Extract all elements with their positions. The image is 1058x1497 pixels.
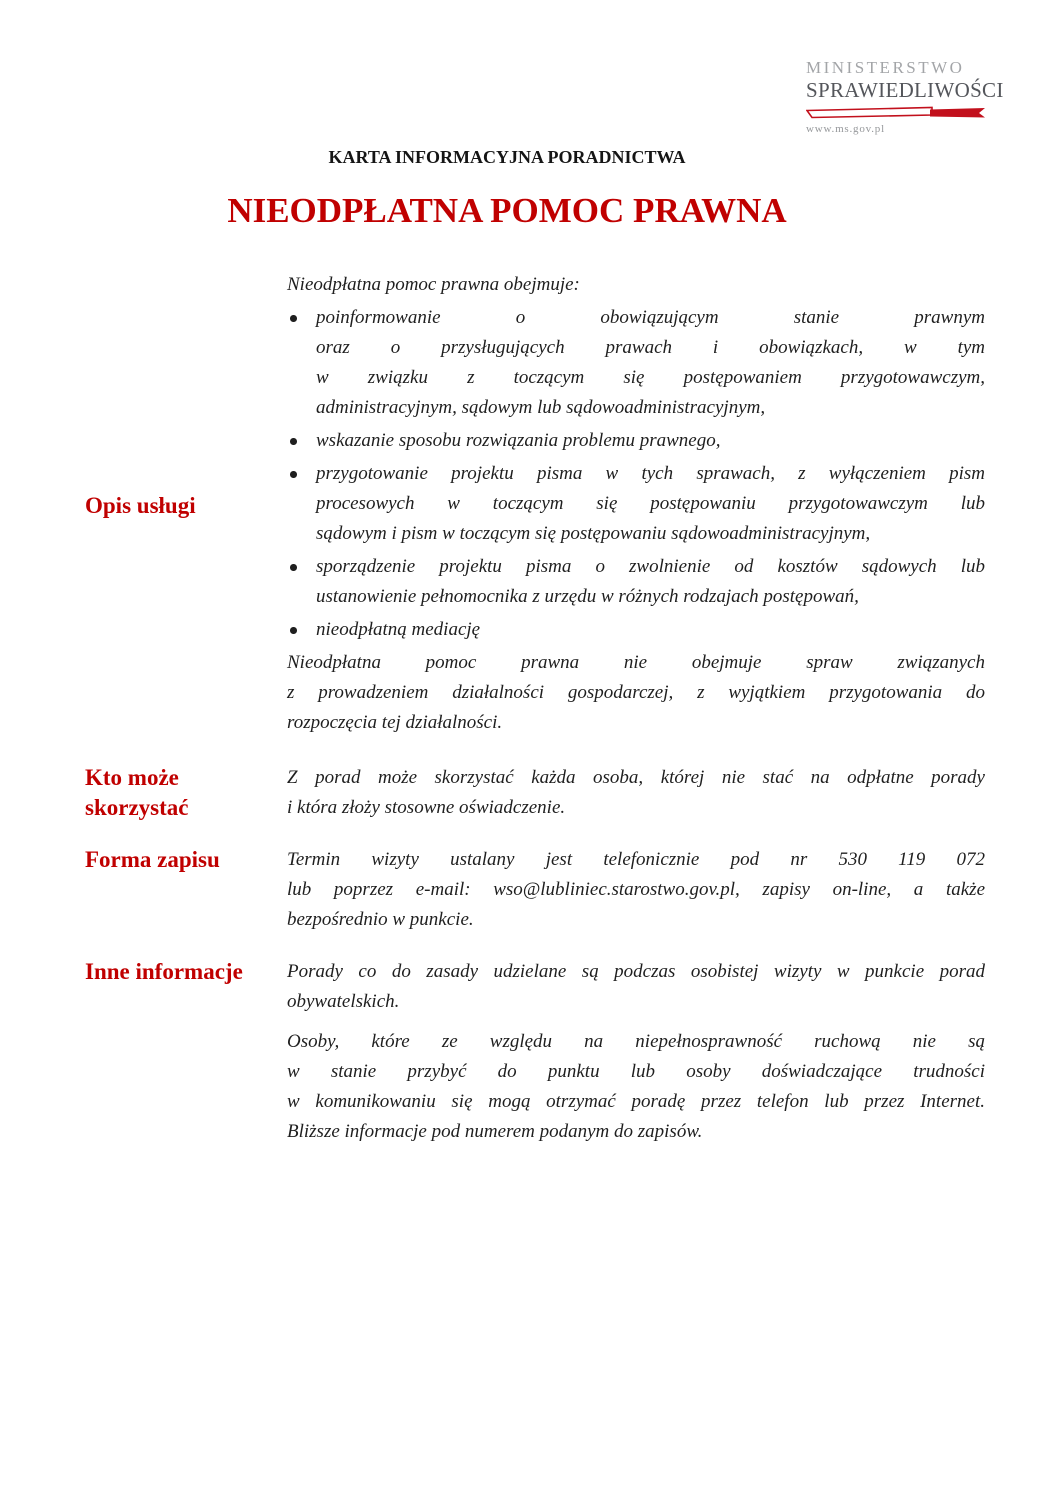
ministry-logo: [806, 57, 1004, 135]
section-label-forma-zapisu: Forma zapisu: [85, 847, 220, 872]
page-title: NIEODPŁATNA POMOC PRAWNA: [227, 191, 787, 230]
section-opis-uslugi: [0, 270, 1058, 741]
text-line: oraz o przysługujących prawach i obowiązkach, w tym: [316, 337, 985, 358]
text-line: procesowych w toczącym się postępowaniu przygotowawczym lub: [316, 493, 985, 514]
text-line: w związku z toczącym się postępowaniem przygotowawczym,: [316, 367, 985, 388]
document-kicker: KARTA INFORMACYJNA PORADNICTWA: [328, 147, 686, 167]
list-item: [287, 552, 985, 612]
section-body-kto-moze: [287, 763, 985, 823]
text-line: Porady co do zasady udzielane są podczas osobistej wizyty w punkcie porad: [287, 961, 985, 982]
text-line: Nieodpłatna pomoc prawna nie obejmuje spraw związanych: [287, 652, 985, 673]
text-line: rozpoczęcia tej działalności.: [287, 712, 503, 733]
section-kto-moze-skorzystac: [0, 763, 1058, 823]
text-line: Termin wizyty ustalany jest telefonicznie pod nr 530 119 072: [287, 849, 985, 870]
text-line: nieodpłatną mediację: [316, 619, 481, 640]
inne-paragraph-1: [287, 957, 985, 1017]
text-line: Osoby, które ze względu na niepełnosprawność ruchową nie są: [287, 1031, 985, 1052]
bullet-icon: [287, 303, 316, 423]
text-line: przygotowanie projektu pisma w tych sprawach, z wyłączeniem pism: [316, 463, 985, 484]
text-line: obywatelskich.: [287, 991, 400, 1012]
section-forma-zapisu: [0, 845, 1058, 935]
text-line: lub poprzez e-mail: wso@lubliniec.starostwo.gov.pl, zapisy on-line, a także: [287, 879, 985, 900]
bullet-icon: [287, 426, 316, 456]
ministry-ribbon-flag-icon: [806, 105, 986, 120]
label-line: Kto może: [85, 765, 179, 790]
bullet-icon: [287, 552, 316, 612]
section-label-cell: [85, 957, 287, 1147]
section-label-cell: [85, 763, 287, 823]
bullet-text: [316, 459, 985, 549]
list-item: [287, 426, 985, 456]
text-line: i która złoży stosowne oświadczenie.: [287, 797, 566, 818]
text-line: z prowadzeniem działalności gospodarczej, z wyjątkiem przygotowania do: [287, 682, 985, 703]
text-line: sądowym i pism w toczącym się postępowaniu sądowoadministracyjnym,: [316, 523, 871, 544]
bullet-text: [316, 303, 985, 423]
section-body-inne-informacje: [287, 957, 985, 1147]
section-label-cell: [85, 270, 287, 741]
text-line: poinformowanie o obowiązującym stanie prawnym: [316, 307, 985, 328]
ministry-url: www.ms.gov.pl: [806, 123, 885, 135]
text-line: ustanowienie pełnomocnika z urzędu w różnych rodzajach postępowań,: [316, 586, 859, 607]
opis-intro: Nieodpłatna pomoc prawna obejmuje:: [287, 274, 580, 295]
section-label-cell: [85, 845, 287, 935]
list-item: [287, 459, 985, 549]
bullet-text: [316, 615, 985, 645]
section-label-inne-informacje: Inne informacje: [85, 959, 243, 984]
list-item: [287, 615, 985, 645]
text-line: sporządzenie projektu pisma o zwolnienie od kosztów sądowych lub: [316, 556, 985, 577]
text-line: bezpośrednio w punkcie.: [287, 909, 474, 930]
text-line: w stanie przybyć do punktu lub osoby doświadczające trudności: [287, 1061, 985, 1082]
text-line: Bliższe informacje pod numerem podanym do zapisów.: [287, 1121, 703, 1142]
ministry-logo-line1: MINISTERSTWO: [806, 58, 965, 77]
inne-paragraph-2: [287, 1027, 985, 1147]
text-line: Z porad może skorzystać każda osoba, której nie stać na odpłatne porady: [287, 767, 985, 788]
document-header: [0, 146, 1058, 232]
bullet-text: [316, 426, 985, 456]
opis-outro: [287, 648, 985, 738]
section-label-kto-moze: [85, 763, 277, 823]
bullet-text: [316, 552, 985, 612]
ministry-logo-line2: SPRAWIEDLIWOŚCI: [806, 78, 1004, 102]
section-label-opis-uslugi: Opis usługi: [85, 492, 196, 518]
bullet-icon: [287, 615, 316, 645]
label-line: skorzystać: [85, 795, 189, 820]
section-body-forma-zapisu: [287, 845, 985, 935]
text-line: administracyjnym, sądowym lub sądowoadministracyjnym,: [316, 397, 766, 418]
list-item: [287, 303, 985, 423]
bullet-icon: [287, 459, 316, 549]
text-line: wskazanie sposobu rozwiązania problemu prawnego,: [316, 430, 721, 451]
text-line: w komunikowaniu się mogą otrzymać poradę przez telefon lub przez Internet.: [287, 1091, 985, 1112]
section-body-opis-uslugi: [287, 270, 985, 741]
section-inne-informacje: [0, 957, 1058, 1147]
